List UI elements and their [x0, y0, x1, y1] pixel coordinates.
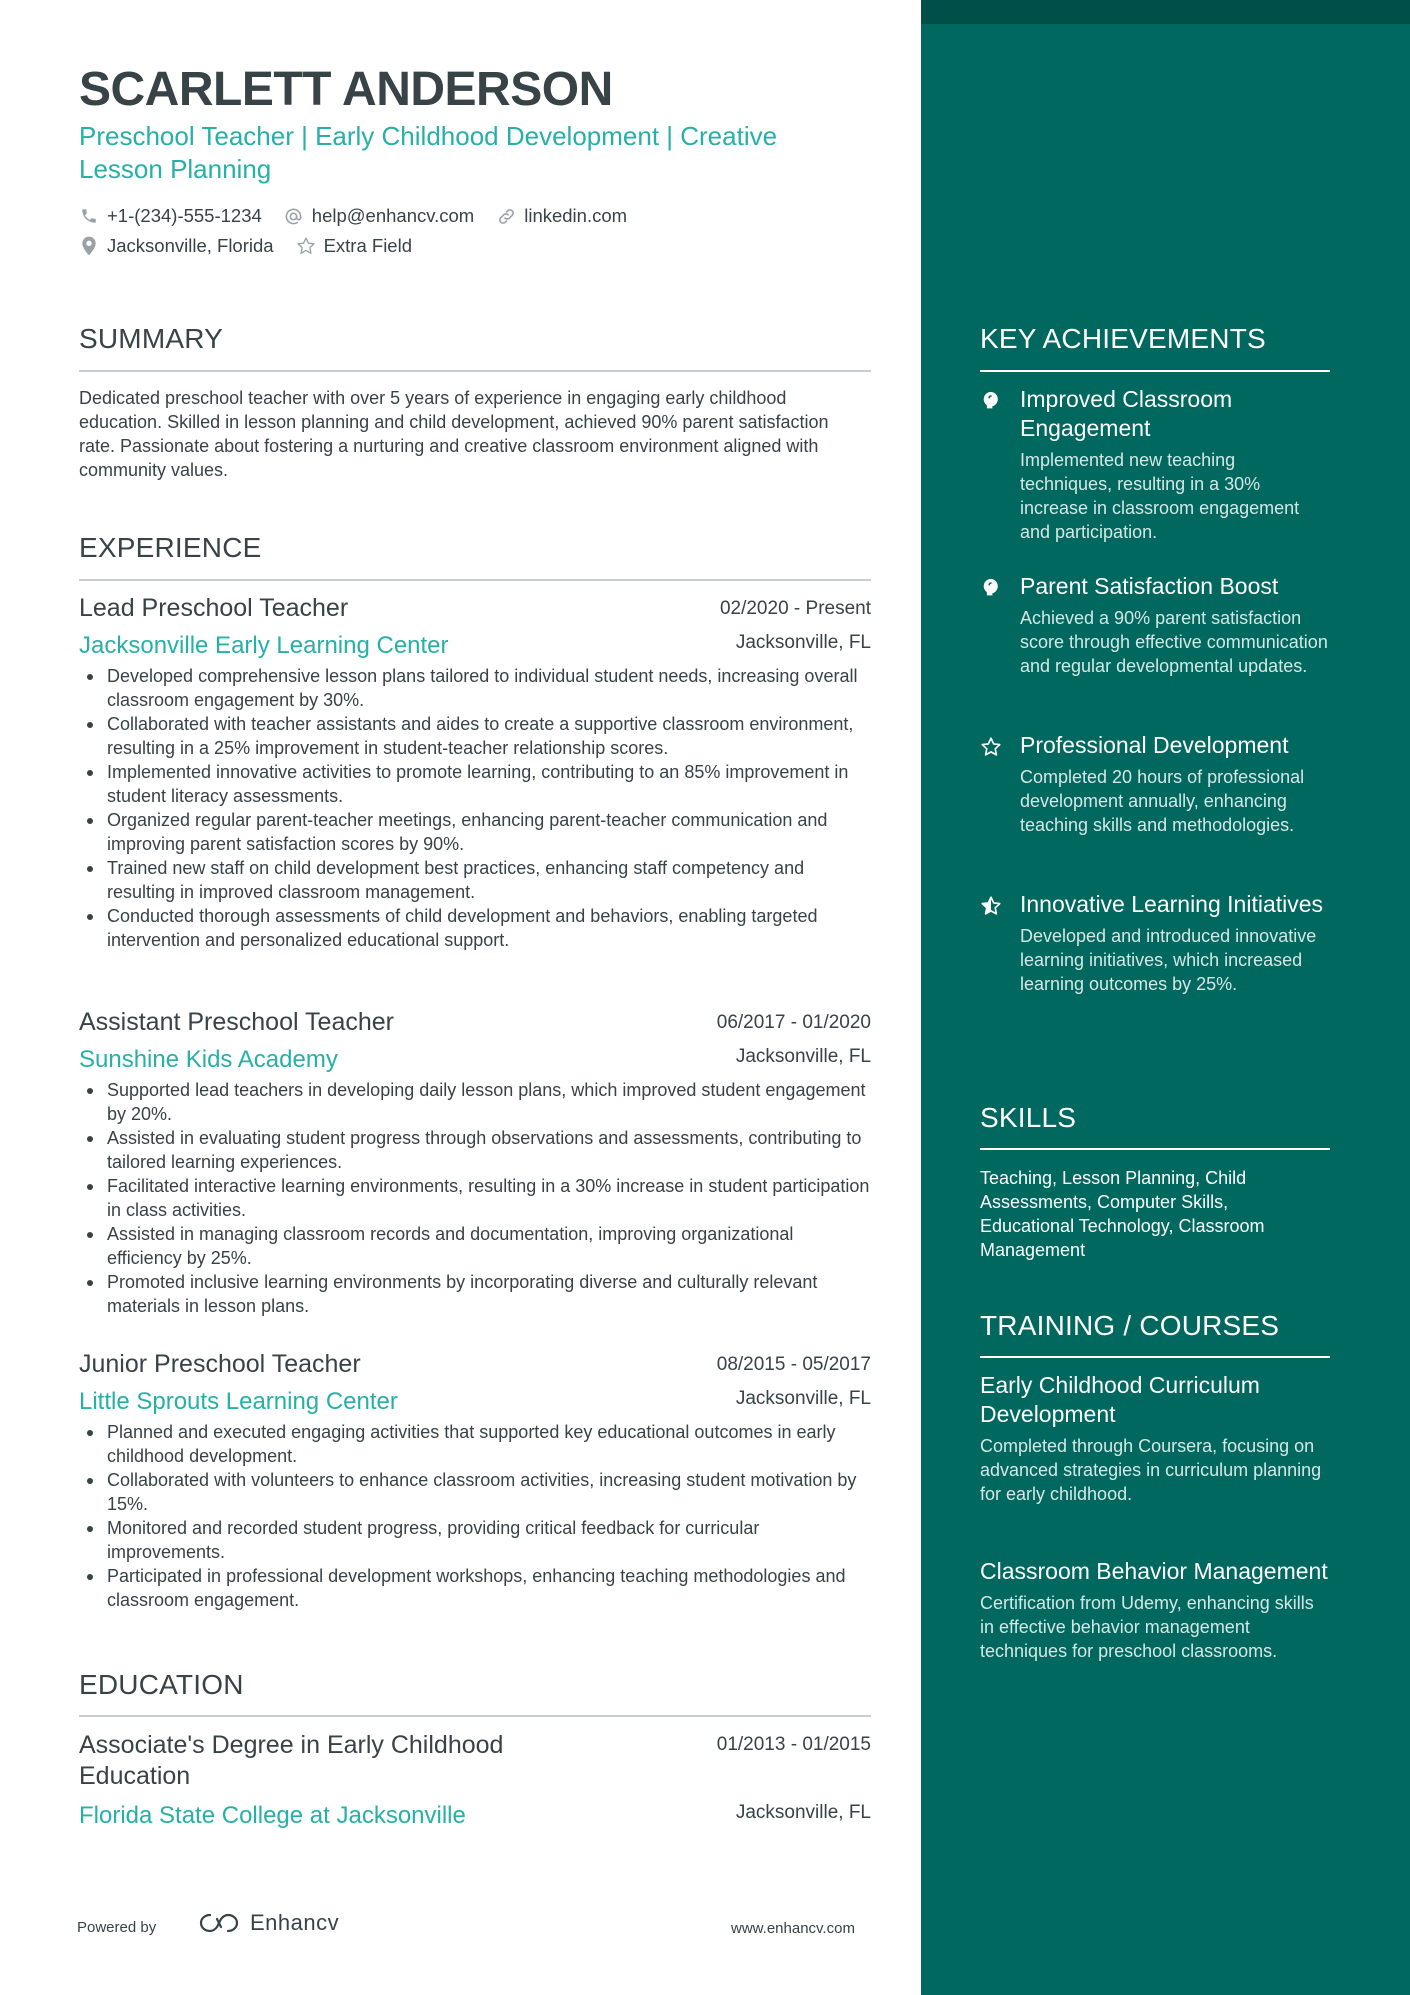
contact-location: Jacksonville, Florida [79, 235, 274, 257]
contact-row-2 [79, 235, 434, 257]
course-desc: Certification from Udemy, enhancing skills in effective behavior management techniques for preschool classrooms. [980, 1593, 1314, 1661]
achievement-desc: Completed 20 hours of professional development annually, enhancing teaching skills and methodologies. [1020, 767, 1305, 835]
degree-title: Associate's Degree in Early Childhood Education [79, 1731, 504, 1790]
training-title: TRAINING / COURSES [980, 1310, 1280, 1341]
bullet-item: Assisted in evaluating student progress through observations and assessments, contributing to tailored learning experiences. [79, 1126, 871, 1174]
achievements-divider [980, 370, 1330, 372]
job-company: Sunshine Kids Academy [79, 1046, 338, 1073]
achievement-title: Innovative Learning Initiatives [1020, 891, 1324, 917]
achievement-title: Parent Satisfaction Boost [1020, 573, 1279, 599]
training-divider [980, 1356, 1330, 1358]
course-title: Early Childhood Curriculum Development [980, 1372, 1260, 1427]
job-location: Jacksonville, FL [735, 1046, 871, 1067]
achievement-item [980, 731, 1330, 837]
skills-title: SKILLS [980, 1102, 1077, 1133]
candidate-name: SCARLETT ANDERSON [79, 63, 613, 116]
bullet-item: Implemented innovative activities to promote learning, contributing to an 85% improvement in student literacy assessments. [79, 760, 871, 808]
sidebar-column [921, 0, 1410, 1995]
job-date: 08/2015 - 05/2017 [716, 1354, 871, 1375]
bullet-item: Supported lead teachers in developing daily lesson plans, which improved student engagement by 20%. [79, 1078, 871, 1126]
bullet-item: Monitored and recorded student progress, providing critical feedback for curricular improvements. [79, 1516, 871, 1564]
job-date: 06/2017 - 01/2020 [716, 1012, 871, 1033]
job-title: Assistant Preschool Teacher [79, 1008, 394, 1036]
sidebar-top-bar [921, 0, 1410, 24]
bullet-item: Facilitated interactive learning environments, resulting in a 30% increase in student participation in class activities. [79, 1174, 871, 1222]
bullet-item: Collaborated with teacher assistants and aides to create a supportive classroom environment, resulting in a 25% improvement in student-teacher relationship scores. [79, 712, 871, 760]
education-title: EDUCATION [79, 1669, 244, 1700]
job-entry [79, 1008, 871, 1318]
contact-phone[interactable]: +1-(234)-555-1234 [79, 205, 262, 227]
achievements-title: KEY ACHIEVEMENTS [980, 323, 1266, 354]
course-title: Classroom Behavior Management [980, 1558, 1328, 1584]
enhancv-logo-text: Enhancv [250, 1910, 340, 1935]
footer-powered-by: Powered by [77, 1919, 157, 1936]
contact-extra: Extra Field [296, 235, 412, 257]
school-name: Florida State College at Jacksonville [79, 1802, 466, 1829]
bullet-item: Participated in professional development workshops, enhancing teaching methodologies and classroom engagement. [79, 1564, 871, 1612]
achievement-desc: Achieved a 90% parent satisfaction score through effective communication and regular developmental updates. [1020, 608, 1328, 676]
achievement-item [980, 572, 1330, 678]
job-company: Jacksonville Early Learning Center [79, 632, 449, 659]
achievement-title: Improved Classroom Engagement [1020, 386, 1233, 441]
job-title: Junior Preschool Teacher [79, 1350, 361, 1378]
link-icon [496, 206, 516, 226]
bullet-item: Organized regular parent-teacher meetings, enhancing parent-teacher communication and improving parent satisfaction scores by 90%. [79, 808, 871, 856]
lightbulb-icon [980, 577, 1002, 599]
footer-url[interactable]: www.enhancv.com [731, 1920, 855, 1937]
job-company: Little Sprouts Learning Center [79, 1388, 398, 1415]
achievement-item [980, 385, 1330, 544]
job-bullets [79, 1078, 871, 1318]
star-icon [296, 236, 316, 256]
star-half-icon [980, 895, 1002, 917]
bullet-item: Trained new staff on child development best practices, enhancing staff competency and resulting in improved classroom management. [79, 856, 871, 904]
location-pin-icon [79, 236, 99, 256]
bullet-item: Promoted inclusive learning environments by incorporating diverse and culturally relevant materials in lesson plans. [79, 1270, 871, 1318]
bullet-item: Conducted thorough assessments of child development and behaviors, enabling targeted intervention and personalized educational support. [79, 904, 871, 952]
experience-divider [79, 579, 871, 581]
star-outline-icon [980, 736, 1002, 758]
skills-divider [980, 1148, 1330, 1150]
job-title: Lead Preschool Teacher [79, 594, 349, 622]
experience-title: EXPERIENCE [79, 532, 262, 563]
lightbulb-icon [980, 390, 1002, 412]
job-entry [79, 594, 871, 952]
achievement-item [980, 890, 1330, 996]
job-bullets [79, 1420, 871, 1612]
education-date: 01/2013 - 01/2015 [716, 1734, 871, 1755]
bullet-item: Planned and executed engaging activities that supported key educational outcomes in early childhood development. [79, 1420, 871, 1468]
job-location: Jacksonville, FL [735, 632, 871, 653]
job-bullets [79, 664, 871, 952]
enhancv-logo-icon [196, 1911, 242, 1935]
phone-icon [79, 206, 99, 226]
course-item [980, 1371, 1330, 1506]
enhancv-logo[interactable] [196, 1910, 339, 1936]
bullet-item: Developed comprehensive lesson plans tailored to individual student needs, increasing overall classroom engagement by 30%. [79, 664, 871, 712]
summary-text: Dedicated preschool teacher with over 5 years of experience in engaging early childhood education. Skilled in lesson planning and child development, achieved 90% parent satisfaction rate. Passionate about fostering a nurturing and creative classroom environment aligned with community values. [79, 388, 829, 480]
achievement-title: Professional Development [1020, 732, 1289, 758]
at-icon [284, 206, 304, 226]
contact-row-1 [79, 205, 649, 227]
bullet-item: Assisted in managing classroom records and documentation, improving organizational efficiency by 25%. [79, 1222, 871, 1270]
achievement-desc: Developed and introduced innovative learning initiatives, which increased learning outcomes by 25%. [1020, 926, 1317, 994]
education-entry [79, 1730, 871, 1834]
summary-divider [79, 370, 871, 372]
skills-text: Teaching, Lesson Planning, Child Assessments, Computer Skills, Educational Technology, Classroom Management [980, 1168, 1265, 1260]
job-location: Jacksonville, FL [735, 1388, 871, 1409]
contact-email[interactable]: help@enhancv.com [284, 205, 474, 227]
education-location: Jacksonville, FL [735, 1802, 871, 1823]
contact-linkedin[interactable]: linkedin.com [496, 205, 627, 227]
education-divider [79, 1715, 871, 1717]
headline: Preschool Teacher | Early Childhood Development | Creative Lesson Planning [79, 121, 778, 184]
job-entry [79, 1350, 871, 1612]
achievement-desc: Implemented new teaching techniques, resulting in a 30% increase in classroom engagement and participation. [1020, 450, 1300, 542]
bullet-item: Collaborated with volunteers to enhance classroom activities, increasing student motivation by 15%. [79, 1468, 871, 1516]
course-item [980, 1557, 1330, 1663]
job-date: 02/2020 - Present [719, 598, 871, 619]
course-desc: Completed through Coursera, focusing on advanced strategies in curriculum planning for early childhood. [980, 1436, 1322, 1504]
summary-title: SUMMARY [79, 323, 224, 354]
